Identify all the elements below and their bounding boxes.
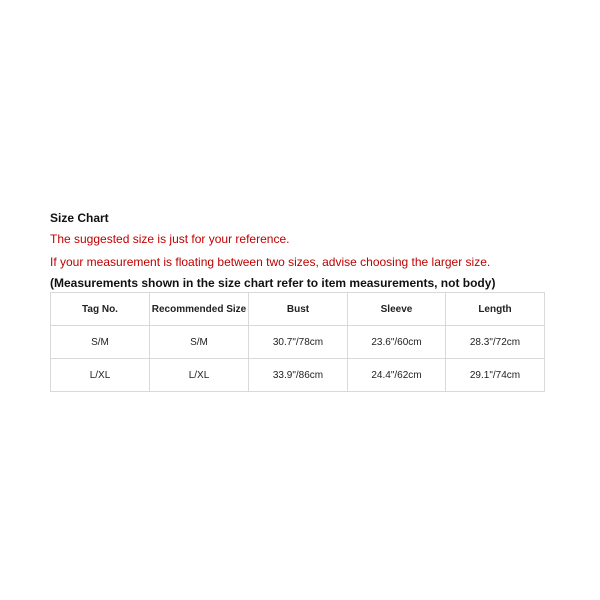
size-table [50,292,545,392]
table-row [51,326,545,359]
cell-sleeve: 23.6"/60cm [348,326,446,359]
header-recommended-size: Recommended Size [150,293,249,326]
cell-recommended-size: L/XL [150,359,249,392]
cell-sleeve: 24.4"/62cm [348,359,446,392]
header-sleeve: Sleeve [348,293,446,326]
cell-recommended-size: S/M [150,326,249,359]
cell-bust: 33.9"/86cm [249,359,348,392]
sizing-advice: If your measurement is floating between two sizes, advise choosing the larger size. [50,255,491,269]
cell-length: 28.3"/72cm [446,326,545,359]
header-tag-no: Tag No. [51,293,150,326]
cell-length: 29.1"/74cm [446,359,545,392]
header-bust: Bust [249,293,348,326]
table-header-row [51,293,545,326]
table-row [51,359,545,392]
size-chart-title: Size Chart [50,211,109,225]
cell-tag-no: S/M [51,326,150,359]
cell-tag-no: L/XL [51,359,150,392]
header-length: Length [446,293,545,326]
reference-notice: The suggested size is just for your reference. [50,232,290,246]
size-chart-intro [50,210,550,291]
measurement-note: (Measurements shown in the size chart refer to item measurements, not body) [50,276,496,290]
cell-bust: 30.7"/78cm [249,326,348,359]
